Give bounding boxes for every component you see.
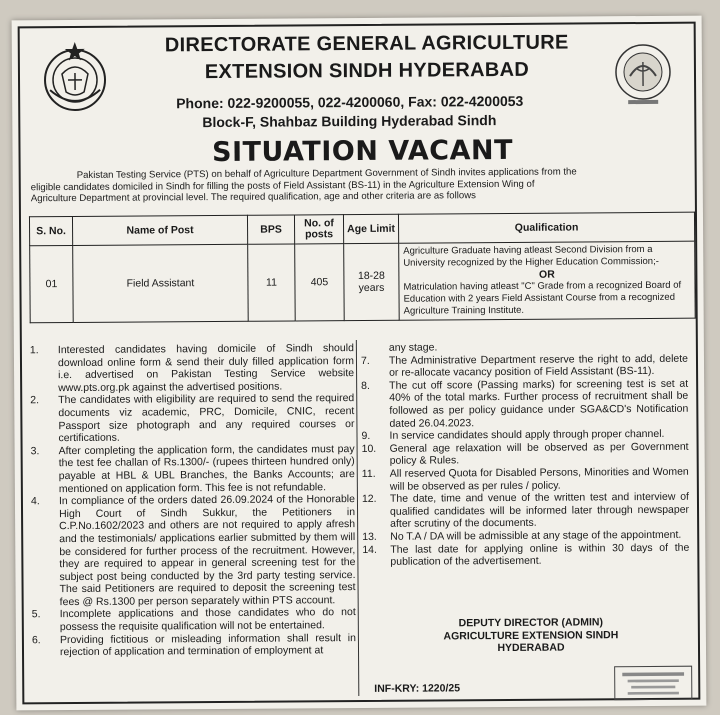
condition-item	[32, 632, 356, 659]
condition-number: 3.	[30, 444, 40, 458]
condition-text: Incomplete applications and those candidates who do not possess the requisite qualification will not be entertained.	[59, 606, 356, 634]
condition-item	[362, 440, 689, 467]
cell-bps: 11	[248, 244, 296, 321]
signatory-title: DEPUTY DIRECTOR (ADMIN)	[458, 616, 603, 630]
condition-item	[31, 443, 355, 496]
advertisement-page	[12, 16, 707, 711]
condition-number: 13.	[362, 530, 377, 543]
org-title-line1: DIRECTORATE GENERAL AGRICULTURE	[164, 31, 569, 57]
condition-item	[30, 392, 354, 445]
condition-text: The candidates with eligibility are required to send the required documents viz academic, PRC, Domicile, CNIC, recent Passport size photograph and any required courses or certifications.	[58, 392, 355, 445]
condition-text: The last date for applying online is within 30 days of the publication of the advertisement.	[390, 541, 690, 568]
col-sno: S. No.	[29, 216, 72, 245]
posts-table	[29, 212, 696, 324]
condition-item	[361, 377, 688, 430]
col-post: Name of Post	[72, 215, 247, 245]
condition-item	[362, 466, 689, 493]
condition-number: 6.	[31, 633, 41, 646]
qualification-or: OR	[538, 268, 555, 281]
condition-item	[362, 541, 689, 568]
condition-number: 8.	[361, 379, 370, 392]
signature-block	[396, 616, 666, 655]
condition-number: 2.	[30, 394, 40, 407]
condition-text: In compliance of the orders dated 26.09.2024 of the Honorable High Court of Sindh Sukkur, the Petitioners in C.P.No.1602/2023 and others are not required to apply afresh and the testimonials/ applications earlier submitted by them will be considered for further process of the recruitment. However, they are required to appear in general screening test for the subject post being conducted by the 3rd party testing service. The said Petitioners are required to deposit the screening test fees @ Rs.1300 per person separately within PTS account.	[58, 493, 356, 608]
address: Block-F, Shahbaz Building Hyderabad Sindh	[202, 112, 497, 131]
conditions-right-column	[361, 340, 690, 569]
page-title: SITUATION VACANT	[211, 134, 514, 169]
cell-age: 18-28 years	[344, 243, 400, 320]
qualification-option-a: Agriculture Graduate having atleast Second Division from a University recognized by the Higher Education Commission;-	[403, 243, 659, 269]
intro-line: eligible candidates domiciled in Sindh for filling the posts of Field Assistant (BS-11) in the Agriculture Extension Wing of	[30, 178, 535, 193]
condition-text: General age relaxation will be observed as per Government policy & Rules.	[389, 440, 689, 468]
condition-text: Providing fictitious or misleading information shall result in rejection of application and termination of employment at	[59, 631, 356, 659]
conditions-left-column	[30, 342, 356, 659]
signatory-office: AGRICULTURE EXTENSION SINDH	[443, 628, 619, 642]
condition-text: After completing the application form, the candidates must pay the test fee challan of Rs.1300/- (rupees thirteen hundred only) payable at HBL & UBL Branches, the Banks Accounts; are mentioned on application form. This fee is not refundable.	[58, 442, 355, 495]
col-bps: BPS	[247, 215, 294, 244]
cell-posts: 405	[295, 244, 345, 321]
condition-text: Interested candidates having domicile of Sindh should download online form & send their duly filled application form i.e. advertised on Pakistan Testing Service website www.pts.org.pk against the advertised positions.	[57, 342, 355, 394]
condition-item	[32, 606, 356, 633]
col-posts: No. of posts	[294, 215, 343, 244]
intro-line: Agriculture Department at provincial level. The required qualification, age and other criteria are as follows	[30, 190, 476, 205]
condition-number: 1.	[29, 344, 39, 357]
condition-text: The date, time and venue of the written test and interview of qualified candidates will be informed later through newspaper after scrutiny of the documents.	[389, 490, 690, 531]
condition-number: 11.	[361, 467, 376, 480]
condition-number: 5.	[31, 608, 41, 621]
intro-paragraph	[31, 166, 691, 205]
condition-item	[361, 352, 688, 379]
stamp-icon	[614, 666, 692, 701]
condition-text: The cut off score (Passing marks) for screening test is set at 40% of the total marks. Further process of recruitment shall be followed as per policy guidance under SGA&CD's Notification dated 26.04.2023.	[389, 377, 689, 430]
col-qualification: Qualification	[398, 212, 694, 243]
signatory-city: HYDERABAD	[497, 641, 565, 655]
cell-qualification	[399, 241, 696, 320]
qualification-option-b: Matriculation having atleast "C" Grade from a recognized Board of Education with 2 years Field Assistant Course from a recognized Agriculture Training Institute.	[403, 279, 682, 317]
condition-item	[31, 493, 356, 609]
table-row	[30, 241, 696, 323]
condition-text: The Administrative Department reserve the right to add, delete or re-allocate vacancy position of Field Assistant (BS-11).	[388, 352, 689, 379]
condition-text: No T.A / DA will be admissible at any stage of the appointment.	[390, 528, 682, 543]
condition-text: All reserved Quota for Disabled Persons, Minorities and Women will be observed as per rules / policy.	[389, 465, 689, 493]
condition-number: 10.	[361, 442, 377, 455]
table-header-row	[29, 212, 694, 246]
cell-post: Field Assistant	[73, 244, 249, 322]
condition-number: 12.	[361, 493, 377, 506]
condition-continuation: any stage.	[388, 341, 438, 354]
condition-number: 7.	[360, 354, 370, 367]
condition-number: 14.	[362, 543, 377, 556]
intro-line: Pakistan Testing Service (PTS) on behalf of Agriculture Department Government of Sindh invites applications from the	[76, 166, 577, 181]
org-title-line2: EXTENSION SINDH HYDERABAD	[204, 58, 530, 84]
condition-number: 9.	[361, 430, 371, 443]
col-age: Age Limit	[343, 214, 398, 243]
cell-sno: 01	[30, 245, 74, 322]
inf-kry-number: INF-KRY: 1220/25	[374, 682, 461, 695]
condition-item	[362, 491, 689, 531]
condition-text: In service candidates should apply through proper channel.	[389, 428, 665, 442]
condition-number: 4.	[30, 495, 40, 508]
phone-fax: Phone: 022-9200055, 022-4200060, Fax: 022-4200053	[176, 92, 524, 112]
condition-item	[30, 342, 354, 395]
